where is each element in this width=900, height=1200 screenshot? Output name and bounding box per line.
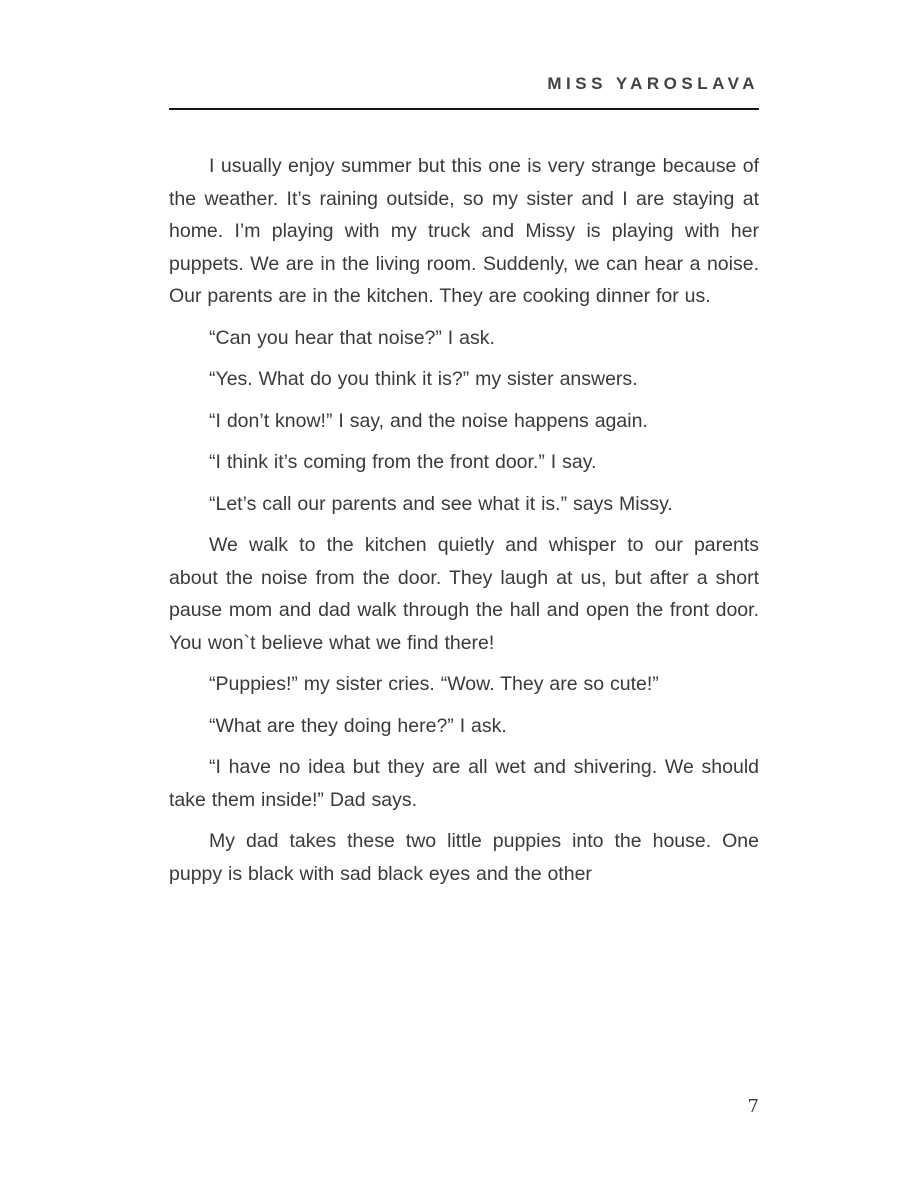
paragraph: We walk to the kitchen quietly and whisper to our parents about the noise from the door. They laugh at us, but after a short pause mom and dad walk through the hall and open the front door. You won`t believe what we find there! bbox=[169, 534, 759, 654]
paragraph: “Let’s call our parents and see what it is.” says Missy. bbox=[209, 492, 673, 515]
paragraph: “I think it’s coming from the front door.” I say. bbox=[209, 451, 597, 473]
paragraph: “Puppies!” my sister cries. “Wow. They are so cute!” bbox=[209, 673, 659, 695]
paragraph: “Yes. What do you think it is?” my sister answers. bbox=[209, 368, 638, 390]
running-header bbox=[169, 0, 759, 110]
body-text bbox=[169, 150, 759, 890]
paragraph: My dad takes these two little puppies into the house. One puppy is black with sad black eyes and the other bbox=[169, 830, 759, 885]
paragraph: “I have no idea but they are all wet and shivering. We should take them inside!” Dad says. bbox=[169, 756, 759, 811]
paragraph: “What are they doing here?” I ask. bbox=[209, 714, 507, 737]
paragraph: “Can you hear that noise?” I ask. bbox=[209, 326, 495, 349]
paragraph: “I don’t know!” I say, and the noise happens again. bbox=[209, 409, 648, 432]
header-rule bbox=[169, 108, 759, 110]
paragraph: I usually enjoy summer but this one is very strange because of the weather. It’s raining outside, so my sister and I are staying at home. I’m playing with my truck and Missy is playing with her puppets. We are in the living room. Suddenly, we can hear a noise. Our parents are in the kitchen. They are cooking dinner for us. bbox=[169, 155, 759, 307]
page-content bbox=[169, 0, 759, 899]
running-header-title: MISS YAROSLAVA bbox=[547, 74, 759, 93]
page-number: 7 bbox=[747, 1096, 759, 1117]
